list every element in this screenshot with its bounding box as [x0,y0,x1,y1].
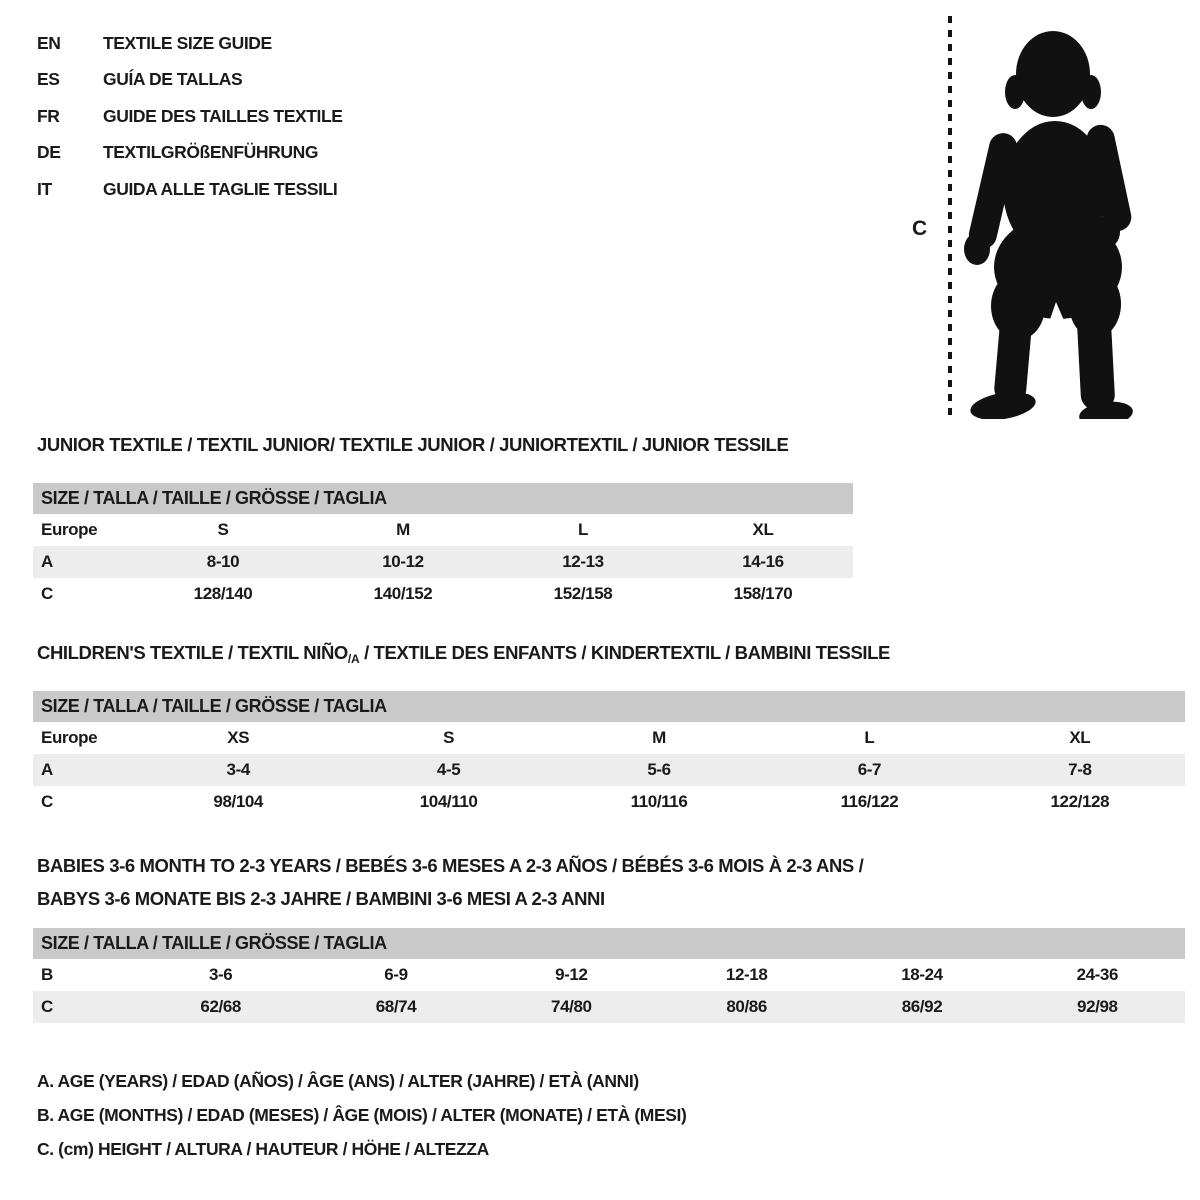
row-label: A [41,760,53,779]
table-row [33,991,1185,1023]
children-heading-text: CHILDREN'S TEXTILE / TEXTIL NIÑO [37,642,348,663]
table-cell: 3-4 [226,760,250,779]
row-label: Europe [41,520,98,539]
babies-heading-line1: BABIES 3-6 MONTH TO 2-3 YEARS / BEBÉS 3-6 MESES A 2-3 AÑOS / BÉBÉS 3-6 MOIS À 2-3 ANS / [37,855,864,876]
table-cell: 14-16 [742,552,784,571]
size-header-bar: SIZE / TALLA / TAILLE / GRÖSSE / TAGLIA [33,691,1185,722]
legend-line-c: C. (cm) HEIGHT / ALTURA / HAUTEUR / HÖHE / ALTEZZA [37,1139,489,1159]
table-cell: 116/122 [840,792,899,811]
row-label: C [41,584,53,603]
legend-line-b: B. AGE (MONTHS) / EDAD (MESES) / ÂGE (MOIS) / ALTER (MONATE) / ETÀ (MESI) [37,1105,687,1125]
lang-code: FR [37,105,60,126]
table-cell: 7-8 [1068,760,1092,779]
table-cell: S [217,520,229,539]
table-cell: L [578,520,588,539]
table-cell: 24-36 [1076,965,1119,984]
table-row [33,578,853,610]
babies-heading-line2: BABYS 3-6 MONATE BIS 2-3 JAHRE / BAMBINI 3-6 MESI A 2-3 ANNI [37,888,605,909]
table-cell: 8-10 [206,552,240,571]
table-cell: 158/170 [733,584,793,603]
lang-row-es [37,62,343,99]
lang-code: ES [37,69,60,90]
table-row [33,722,1185,754]
table-cell: 12-13 [562,552,604,571]
children-heading-text: / TEXTILE DES ENFANTS / KINDERTEXTIL / BAMBINI TESSILE [359,642,890,663]
measurement-legend [37,1064,686,1166]
lang-title: GUIDE DES TAILLES TEXTILE [103,105,343,126]
table-cell: 6-7 [857,760,882,779]
table-cell: 128/140 [193,584,253,603]
table-cell: 9-12 [555,965,588,984]
table-cell: 122/128 [1050,792,1110,811]
junior-size-table [33,483,853,610]
table-row [33,786,1185,818]
table-cell: 152/158 [553,584,613,603]
row-label: Europe [41,728,98,747]
lang-title: TEXTILGRÖßENFÜHRUNG [103,142,319,163]
table-cell: M [396,520,410,539]
height-measure-dashed-line [948,16,952,418]
height-measure-label: C [912,217,927,240]
table-cell: 86/92 [901,997,943,1016]
lang-code: IT [37,178,52,199]
table-cell: 10-12 [382,552,424,571]
row-label: C [41,997,53,1016]
baby-silhouette-icon [963,14,1138,419]
table-cell: XS [227,728,250,747]
table-row [33,959,1185,991]
lang-row-fr [37,98,343,135]
table-cell: 80/86 [726,997,767,1016]
babies-size-table [33,928,1185,1023]
table-cell: XL [1069,728,1091,747]
babies-section-heading [37,849,863,915]
children-size-table [33,691,1185,818]
lang-title: TEXTILE SIZE GUIDE [103,32,272,53]
legend-line-a: A. AGE (YEARS) / EDAD (AÑOS) / ÂGE (ANS) / ALTER (JAHRE) / ETÀ (ANNI) [37,1071,639,1091]
table-cell: 110/116 [630,792,688,811]
table-cell: 12-18 [725,965,768,984]
table-cell: 68/74 [375,997,417,1016]
table-cell: 92/98 [1077,997,1118,1016]
table-cell: M [652,728,666,747]
table-cell: 3-6 [208,965,233,984]
table-cell: L [864,728,875,747]
lang-title: GUIDA ALLE TAGLIE TESSILI [103,178,338,199]
table-cell: 6-9 [384,965,408,984]
table-cell: 62/68 [200,997,241,1016]
table-cell: 4-5 [436,760,461,779]
row-label: A [41,552,53,571]
table-cell: 5-6 [647,760,671,779]
table-cell: XL [752,520,774,539]
table-cell: 140/152 [373,584,433,603]
language-title-list [37,25,343,208]
table-row [33,754,1185,786]
size-header-bar: SIZE / TALLA / TAILLE / GRÖSSE / TAGLIA [33,483,853,514]
lang-title: GUÍA DE TALLAS [103,69,243,90]
junior-section-heading: JUNIOR TEXTILE / TEXTIL JUNIOR/ TEXTILE JUNIOR / JUNIORTEXTIL / JUNIOR TESSILE [37,434,789,455]
lang-code: EN [37,32,61,53]
row-label: C [41,792,53,811]
table-cell: 104/110 [419,792,478,811]
size-header-bar: SIZE / TALLA / TAILLE / GRÖSSE / TAGLIA [33,928,1185,959]
children-section-heading [37,642,890,664]
children-heading-sub: /A [347,652,360,666]
lang-row-it [37,171,343,208]
row-label: B [41,965,53,984]
table-cell: 98/104 [213,792,263,811]
table-cell: S [443,728,455,747]
table-row [33,546,853,578]
table-cell: 74/80 [551,997,592,1016]
lang-row-de [37,135,343,172]
table-row [33,514,853,546]
table-cell: 18-24 [901,965,943,984]
lang-row-en [37,25,343,62]
lang-code: DE [37,142,61,163]
